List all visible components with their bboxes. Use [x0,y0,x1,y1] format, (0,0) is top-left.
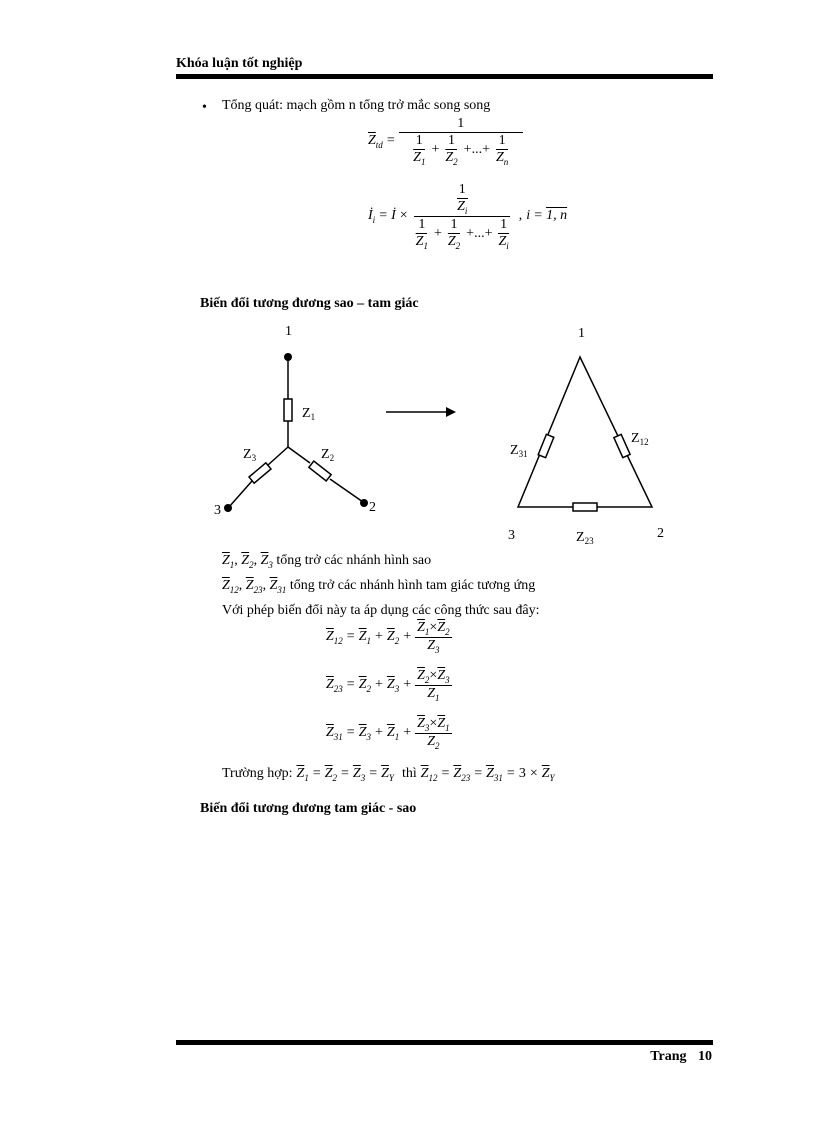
formula-z12: $\overline{Z}_{12}$ = $\overline{Z}_1$ + $\overline{Z}_2$ + $\frac{\overline{Z}_1\times\overline{Z}_2}{\overline{Z}_3}$ [326,620,450,655]
star-z1-label: $Z_1$ [302,406,316,422]
desc-star-impedances: $\overline{Z}_1$, $\overline{Z}_2$, $\overline{Z}_3$ tổng trở các nhánh hình sao [222,553,432,570]
footer-rule [176,1040,713,1045]
footer-label: Trang [650,1049,687,1064]
delta-node-3-label: 3 [508,528,515,543]
star-z2-label: $Z_2$ [321,447,335,463]
star-node-3-label: 3 [214,503,221,518]
delta-z23-label: $Z_{23}$ [576,530,594,546]
equation-parallel-impedance: $\overline{Z}_{td}$ = 1 $\frac{1}{\overline{Z}_1}$ + $\frac{1}{\overline{Z}_2}$ +...+ $\frac{1}{\overline{Z}_n}$ [368,116,523,167]
bullet-text: Tổng quát: mạch gồm n tổng trở mắc song song [222,98,491,113]
star-node-3 [224,504,232,512]
desc-formulas-intro: Với phép biến đổi này ta áp dụng các công thức sau đây: [222,603,540,618]
desc-delta-impedances: $\overline{Z}_{12}$, $\overline{Z}_{23}$, $\overline{Z}_{31}$ tổng trở các nhánh hình tam giác tương ứng [222,578,536,595]
star-delta-diagram [200,315,680,550]
delta-node-2-label: 2 [657,526,664,541]
arrow-head [446,407,456,417]
star-resistor-z1 [284,399,292,421]
star-z3-label: $Z_3$ [243,447,257,463]
delta-resistor-z23 [573,503,597,511]
equation-current-divider: $İ_i$ = İ × $\frac{1}{\overline{Z}_i}$ $\frac{1}{\overline{Z}_1}$ + $\frac{1}{\overline{Z}_2}$ +...+ $\frac{1}{\overline{Z}_i}$ , i = 1, n [368,182,568,251]
delta-z31-label: $Z_{31}$ [510,443,528,459]
bullet-marker: • [202,100,207,115]
formula-z23: $\overline{Z}_{23}$ = $\overline{Z}_2$ + $\overline{Z}_3$ + $\frac{\overline{Z}_2\times\overline{Z}_3}{\overline{Z}_1}$ [326,668,450,703]
footer-page [650,1049,712,1065]
footer-page-number: 10 [698,1049,712,1064]
star-node-2-label: 2 [369,500,376,515]
delta-resistor-z12 [614,434,630,457]
heading-delta-star: Biến đổi tương đương tam giác - sao [200,801,417,816]
delta-resistor-z31 [538,434,554,457]
star-resistor-z3 [249,463,271,483]
header-title: Khóa luận tốt nghiệp [176,56,303,71]
header-rule [176,74,713,79]
heading-star-delta: Biến đổi tương đương sao – tam giác [200,296,419,311]
star-node-1-label: 1 [285,324,292,339]
delta-z12-label: $Z_{12}$ [631,431,649,447]
delta-node-1-label: 1 [578,326,585,341]
formula-z31: $\overline{Z}_{31}$ = $\overline{Z}_3$ + $\overline{Z}_1$ + $\frac{\overline{Z}_3\times\overline{Z}_1}{\overline{Z}_2}$ [326,716,450,751]
star-resistor-z2 [309,461,331,481]
star-node-2 [360,499,368,507]
special-case-line: Trường hợp: $\overline{Z}_1$ = $\overline{Z}_2$ = $\overline{Z}_3$ = $\overline{Z}_Y$ thì $\overline{Z}_{12}$ = $\overline{Z}_{23}$ = $\overline{Z}_{31}$ = 3 × $\overline{Z}_Y$ [222,766,555,783]
